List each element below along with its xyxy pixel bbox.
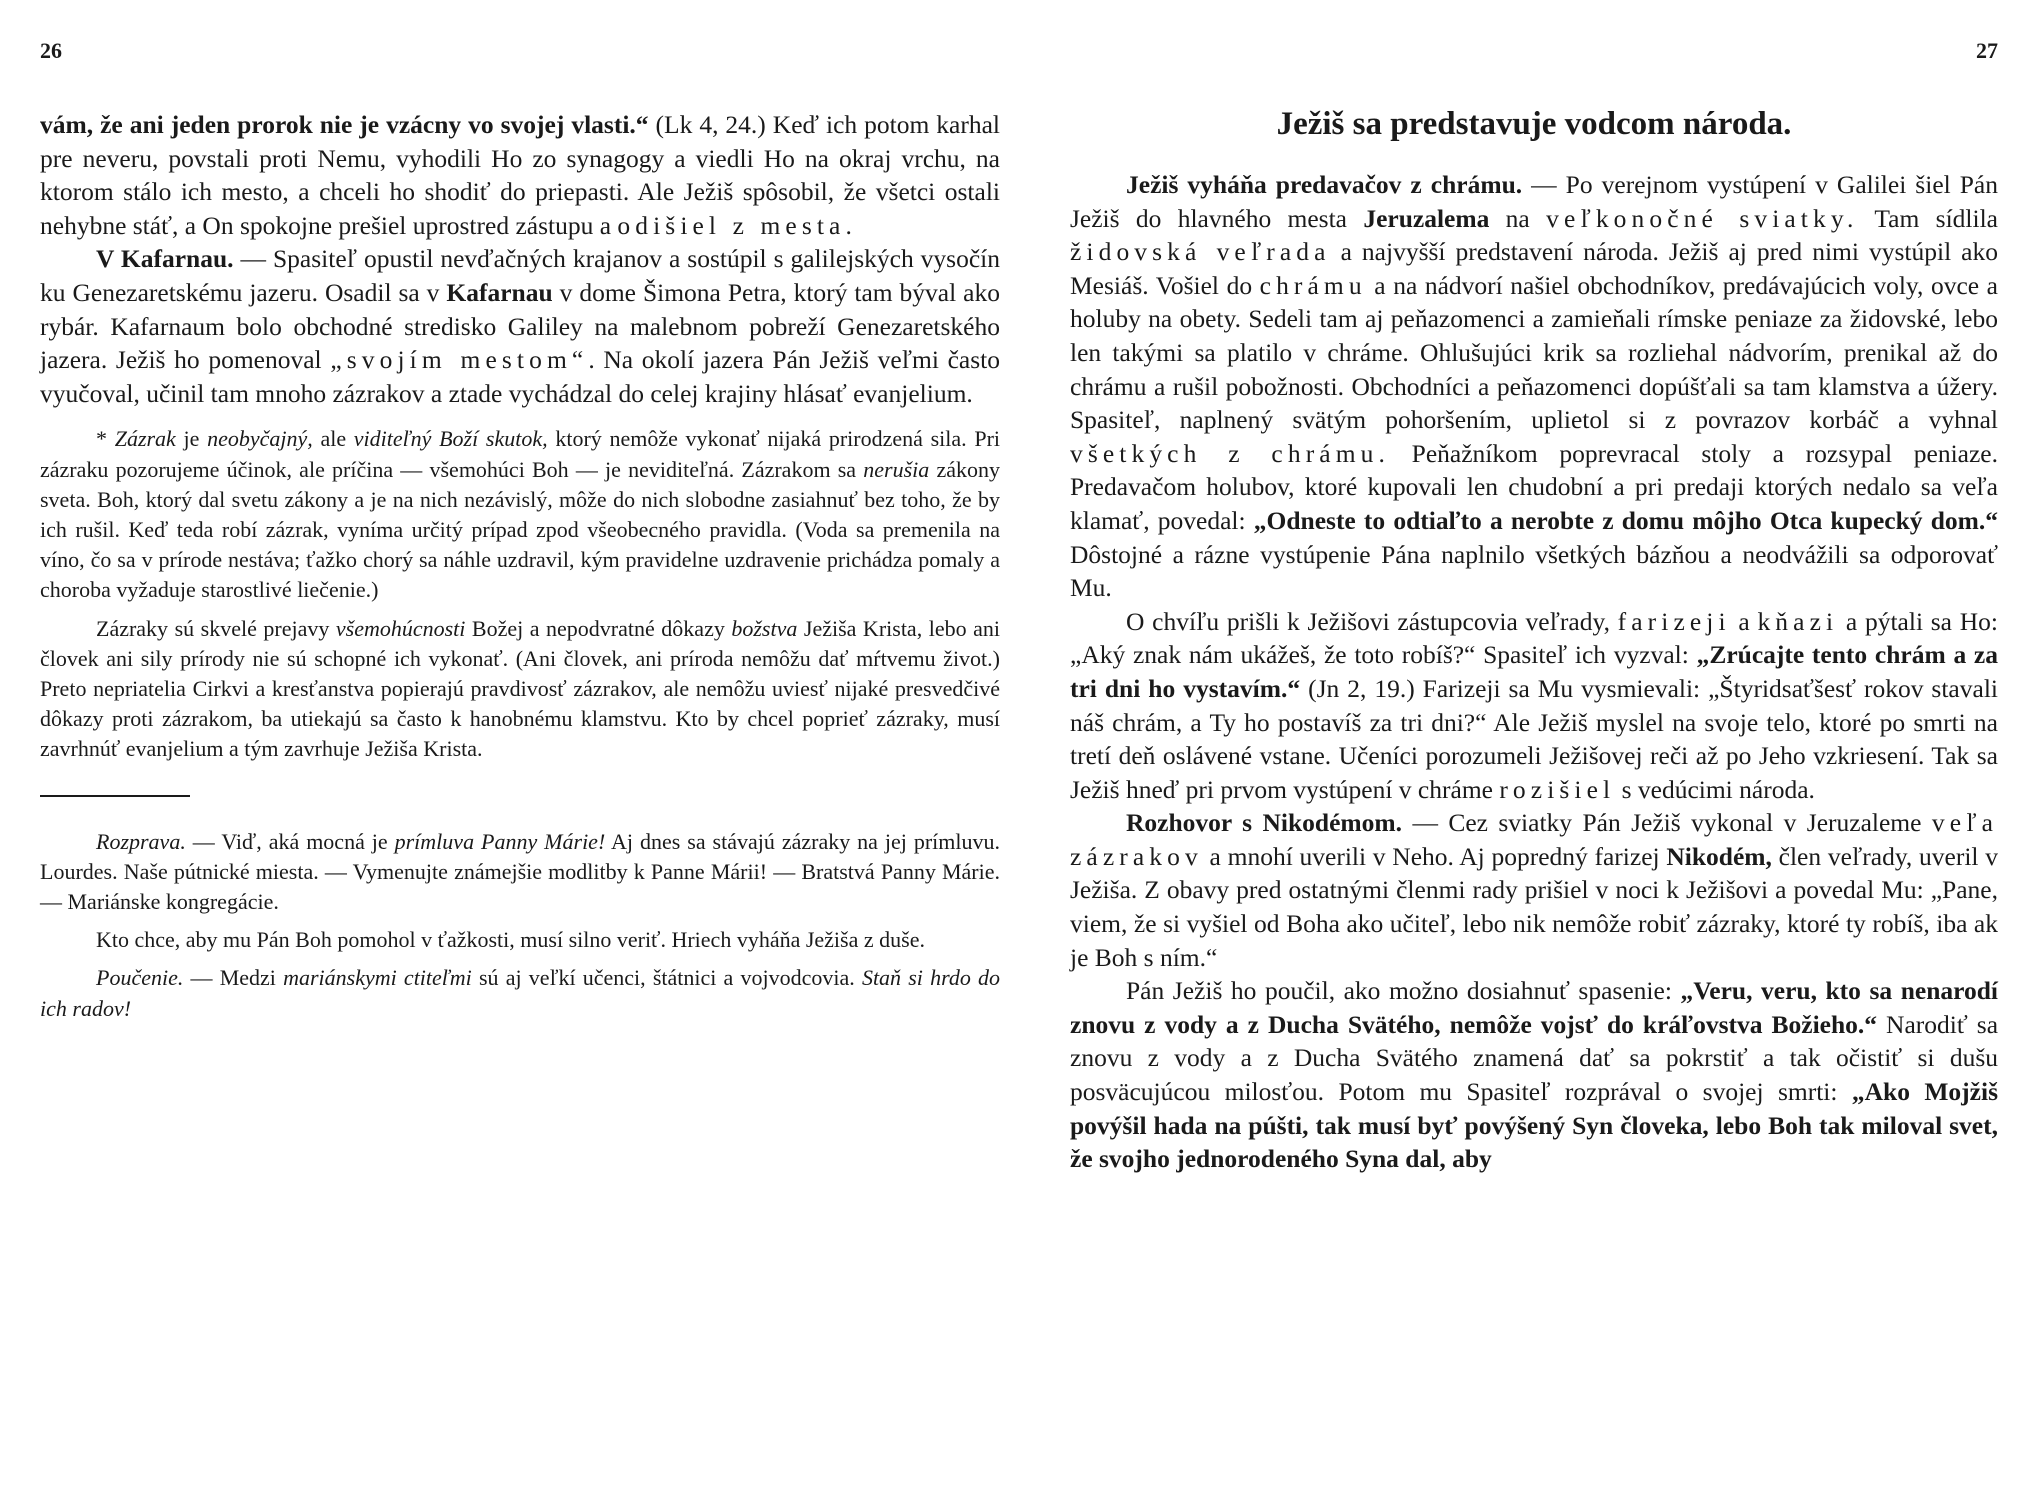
- paragraph: [1070, 806, 1998, 974]
- text-run: — Viď, aká mocná je: [185, 828, 395, 854]
- italic-text: všemohúcnosti: [335, 615, 466, 641]
- text-run: — Medzi: [183, 965, 284, 991]
- text-run: — Cez sviatky Pán Ježiš vykonal v Jeruzaleme: [1402, 808, 1932, 838]
- spaced-text: odišiel z mesta.: [617, 210, 857, 240]
- text-run: Tam sídlila: [1858, 203, 1998, 233]
- bold-quote: „Ako Mojžiš povýšil hada na púšti, tak musí byť povýšený Syn človeka, lebo Boh tak miloval svet, že svojho jednorodeného Syna dal, aby: [1070, 1077, 1999, 1174]
- page-number: 26: [40, 38, 62, 63]
- italic-text: Staň si hrdo do ich radov!: [40, 965, 1001, 1021]
- spaced-text: „svojím mestom“: [330, 345, 589, 375]
- footnote: [40, 614, 1000, 765]
- section-heading: Ježiš vyháňa predavačov z chrámu.: [1126, 170, 1523, 199]
- italic-label: Rozprava.: [96, 828, 186, 854]
- text-run: člen veľrady, uveril v Ježiša. Z obavy pred ostatnými členmi rady prišiel v noci k Ježišovi a povedal Mu: „Pane, viem, že si vyšiel od Boha ako učiteľ, lebo nik nemôže robiť zázraky, ktoré ty robíš, iba ak je Boh s ním.“: [1070, 841, 1998, 972]
- paragraph: [1070, 168, 1998, 605]
- text-run: zákony sveta. Boh, ktorý dal svetu zákony a je na nich nezávislý, môže do nich slobodne zasiahnuť bez toho, že by ich rušil. Keď teda robí zázrak, vyníma určitý prípad zpod všeobecného pravidla. (Voda sa premenila na víno, čo sa v prírode nestáva; ťažko chorý sa náhle uzdravil, kým pravidelne uzdravenie prichádza pomaly a choroba vyžaduje starostlivé liečenie.): [40, 456, 1001, 603]
- spaced-text: všetkých z chrámu.: [1070, 438, 1390, 468]
- right-page: [1070, 0, 1998, 1500]
- text-run: s vedúcimi národa.: [1615, 774, 1815, 804]
- text-run: Zázraky sú skvelé prejavy: [96, 615, 336, 641]
- text-run: a na nádvorí našiel obchodníkov, predávajúcich voly, ovce a holuby na obety. Sedeli tam aj peňazomenci a zamieňali rímske peniaze za židovské, lebo len takými sa platilo v chráme. Ohlušujúci krik sa rozliehal nádvorím, prenikal až do chrámu a rušil pobožnosti. Obchodníci a peňazomenci dopúšťali sa tam klamstva a úžery. Spasiteľ, naplnený svätým pohoršením, uplietol si z povrazov korbáč a vyhnal: [1070, 270, 1998, 435]
- italic-label: Poučenie.: [96, 965, 184, 991]
- text-run: O chvíľu prišli k Ježišovi zástupcovia veľrady,: [1126, 606, 1618, 636]
- text-run: Ježiša Krista, lebo ani človek ani sily prírody nie sú schopné ich vykonať. (Ani človek, ani príroda nemôžu dať mŕtvemu život.) Preto nepriatelia Cirkvi a kresťanstva popierajú pravdivosť zázrakov, ale nemôžu uviesť nijaké presvedčivé dôkazy proti zázrakom, ba utiekajú sa často k hanobnému klamstvu. Kto by chcel poprieť zázraky, musí zavrhnúť evanjelium a tým zavrhuje Ježiša Krista.: [40, 615, 1000, 762]
- paragraph: [40, 108, 1000, 242]
- text-run: (Lk 4, 24.) Keď ich potom karhal pre neveru, povstali proti Nemu, vyhodili Ho zo synagogy a viedli Ho na okraj vrchu, na ktorom stálo ich mesto, a chceli ho shodiť do priepasti. Ale Ježiš spôsobil, že všetci ostali nehybne stáť, a On spokojne prešiel uprostred zástupu a: [40, 110, 1000, 240]
- text-run: Božej a nepodvratné dôkazy: [465, 615, 732, 641]
- spaced-text: židovská veľrada: [1070, 237, 1331, 267]
- left-page: [40, 0, 1000, 1500]
- faith-line: Kto chce, aby mu Pán Boh pomohol v ťažkosti, musí silno veriť. Hriech vyháňa Ježiša z duše.: [96, 927, 925, 953]
- italic-text: mariánskymi ctiteľmi: [283, 965, 472, 991]
- page-content: [1070, 108, 1998, 1176]
- text-run: Dôstojné a rázne vystúpenie Pána naplnilo všetkých bázňou a neodvážili sa odporovať Mu.: [1070, 539, 1998, 603]
- text-run: sú aj veľkí učenci, štátnici a vojvodcovia.: [471, 965, 862, 991]
- star-mark: *: [96, 426, 115, 452]
- paragraph: [40, 242, 1000, 410]
- italic-text: neobyčajný,: [207, 426, 313, 452]
- italic-text: Zázrak: [114, 426, 176, 452]
- text-run: je: [175, 426, 208, 452]
- bold-text: vám, že ani jeden prorok nie je vzácny vo svojej vlasti.“: [40, 110, 649, 139]
- spaced-text: chrámu: [1259, 270, 1367, 300]
- bold-quote: „Zrúcajte tento chrám a za tri dni ho vystavím.“: [1070, 640, 1998, 703]
- bold-text: Jeruzalema: [1363, 203, 1490, 233]
- text-run: a mnohí uverili v Neho. Aj popredný farizej: [1202, 841, 1667, 871]
- section-heading: V Kafarnau.: [96, 244, 234, 274]
- spaced-text: kňazi: [1757, 606, 1839, 636]
- text-run: Peňažníkom poprevracal stoly a rozsypal peniaze. Predavačom holubov, ktoré kupovali len chudobní a pri predaji ktorých nedalo sa veľa klamať, povedal:: [1070, 438, 1998, 535]
- paragraph: [1070, 974, 1998, 1176]
- spaced-text: farizeji: [1617, 606, 1731, 636]
- chapter-title: Ježiš sa predstavuje vodcom národa.: [1276, 106, 1792, 142]
- lesson-block: [40, 963, 1000, 1023]
- text-run: a: [1730, 606, 1758, 636]
- text-run: ktorý nemôže vykonať nijaká prirodzená sila. Pri zázraku pozorujeme účinok, ale príčina — všemohúci Boh — je neviditeľná. Zázrakom sa: [40, 426, 1001, 482]
- footnote: [40, 424, 1000, 605]
- italic-text: božstva: [731, 615, 798, 641]
- text-run: a pýtali sa Ho: „Aký znak nám ukážeš, že toto robíš?“ Spasiteľ ich vyzval:: [1070, 606, 1998, 670]
- text-run: v dome Šimona Petra, ktorý tam býval ako rybár. Kafarnaum bolo obchodné stredisko Galiley na malebnom pobreží Genezaretského jazera. Ježiš ho pomenoval: [40, 277, 1000, 375]
- bold-quote: „Odneste to odtiaľto a nerobte z domu môjho Otca kupecký dom.“: [1253, 505, 1998, 535]
- page-content: [40, 108, 1000, 1024]
- text-run: . Na okolí jazera Pán Ježiš veľmi často vyučoval, učinil tam mnoho zázrakov a ztade vychádzal do celej krajiny hlásať evanjelium.: [40, 345, 1000, 408]
- bold-quote: „Veru, veru, kto sa nenarodí znovu z vody a z Ducha Svätého, nemôže vojsť do kráľovstva Božieho.“: [1070, 976, 1998, 1039]
- bold-text: Nikodém,: [1666, 841, 1772, 871]
- text-run: Pán Ježiš ho poučil, ako možno dosiahnuť spasenie:: [1126, 976, 1681, 1006]
- text-run: ale: [312, 426, 354, 452]
- paragraph: [1070, 605, 1998, 807]
- spaced-text: veľkonočné sviatky.: [1546, 203, 1859, 233]
- text-run: — Po verejnom vystúpení v Galilei šiel Pán Ježiš do hlavného mesta: [1070, 170, 1998, 233]
- discussion-block: [40, 827, 1000, 918]
- section-heading: Rozhovor s Nikodémom.: [1126, 808, 1403, 838]
- text-run: Aj dnes sa stávajú zázraky na jej prímluvu. Lourdes. Naše pútnické miesta. — Vymenujte známejšie modlitby k Panne Márii! — Bratstvá Panny Márie. — Mariánske kongregácie.: [40, 828, 1000, 914]
- bold-text: Kafarnau: [446, 277, 553, 307]
- italic-text: nerušia: [863, 456, 930, 482]
- text-run: — Spasiteľ opustil nevďačných krajanov a sostúpil s galilejských vysočín ku Genezaretskému jazeru. Osadil sa v: [40, 244, 1000, 307]
- italic-text: viditeľný Boží skutok,: [353, 426, 548, 452]
- text-run: na: [1489, 203, 1547, 233]
- text-run: Narodiť sa znovu z vody a z Ducha Svätého znamená dať sa pokrstiť a tak očistiť si dušu posväcujúcou milosťou. Potom mu Spasiteľ rozprával o svojej smrti:: [1070, 1009, 1999, 1107]
- text-run: a najvyšší predstavení národa. Ježiš aj pred nimi vystúpil ako Mesiáš. Vošiel do: [1070, 237, 1998, 300]
- spaced-text: veľa zázrakov: [1070, 808, 1998, 871]
- page-number: 27: [1976, 38, 1998, 63]
- italic-text: prímluva Panny Márie!: [394, 828, 606, 854]
- text-run: (Jn 2, 19.) Farizeji sa Mu vysmievali: „Štyridsaťšesť rokov stavali náš chrám, a Ty ho postavíš za tri dni?“ Ale Ježiš myslel na svoje telo, ktoré po smrti na tretí deň oslávené vstane. Učeníci porozumeli Ježišovej reči až po Jeho vzkriesení. Tak sa Ježiš hneď pri prvom vystúpení v chráme: [1070, 673, 1998, 804]
- separator-rule: [40, 795, 190, 797]
- spaced-text: rozišiel: [1499, 774, 1616, 804]
